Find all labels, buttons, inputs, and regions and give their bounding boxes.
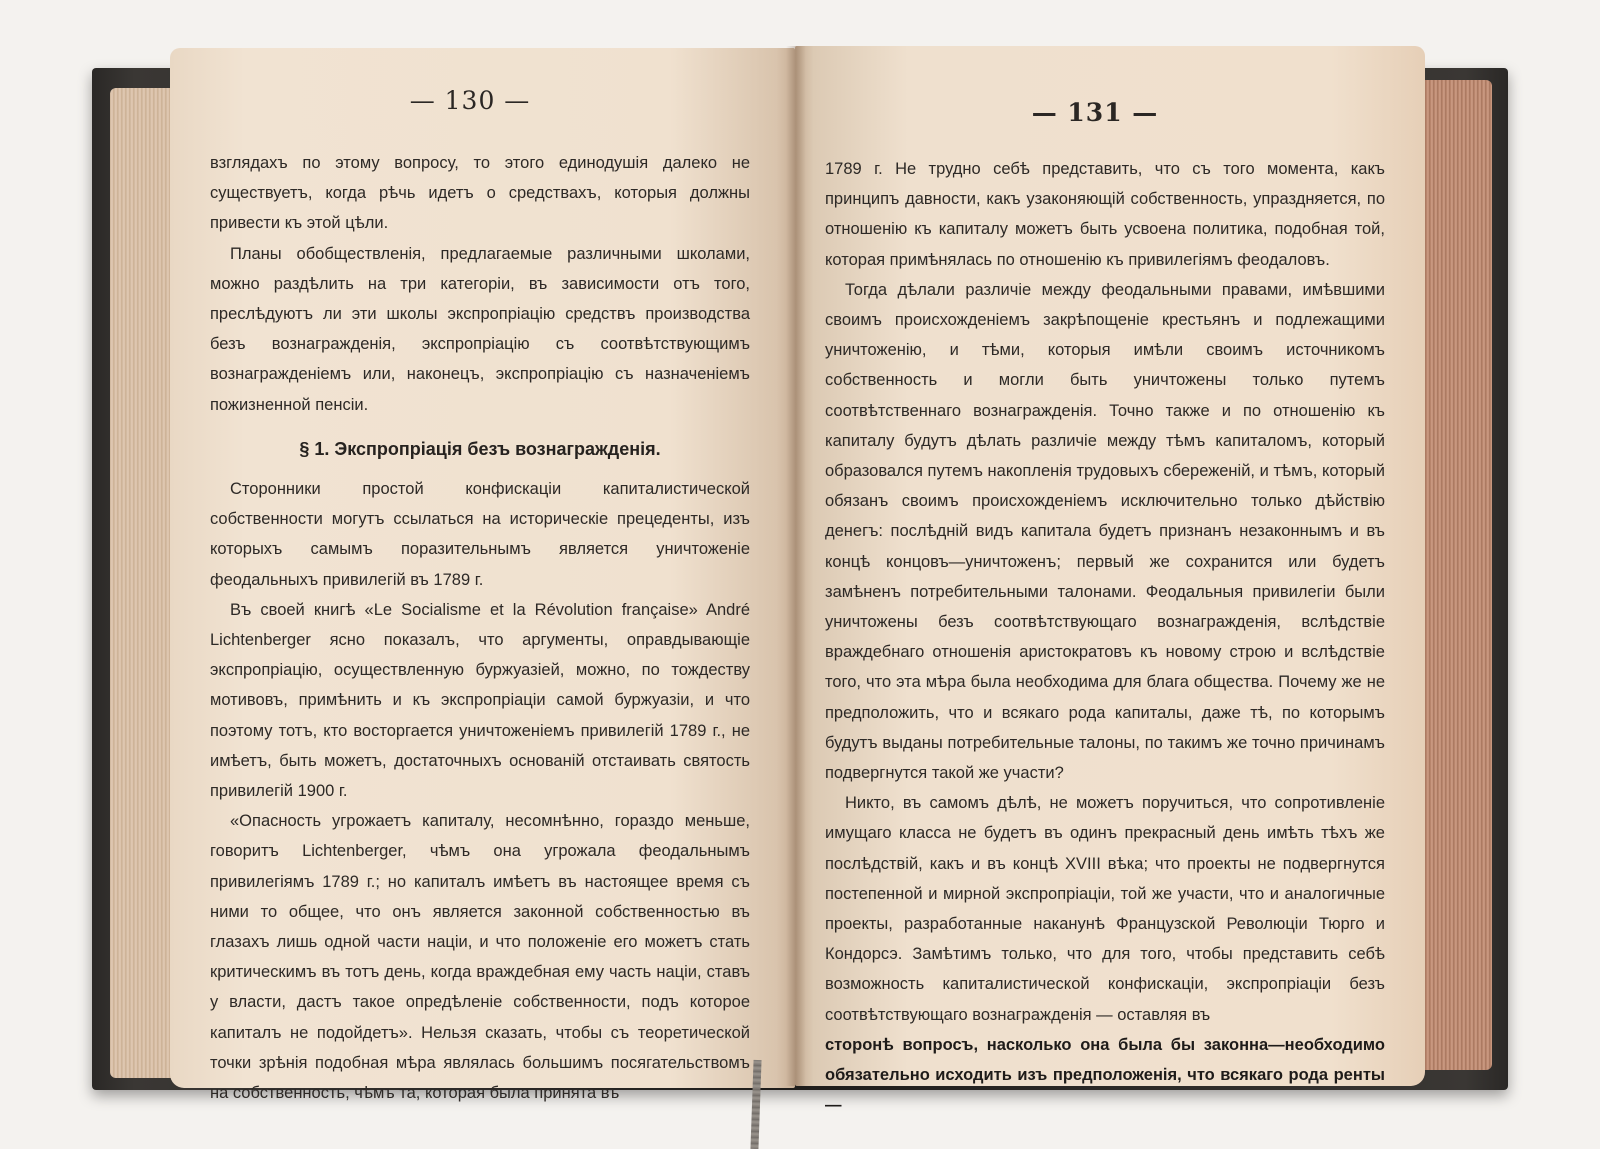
page-number-right: — 131 —: [1031, 98, 1159, 127]
right-page-edges: [1418, 80, 1492, 1070]
left-page-text: [210, 148, 750, 1108]
right-page-text: [825, 154, 1385, 1121]
book-gutter: [786, 46, 806, 1086]
page-number-left: — 130 —: [409, 86, 531, 115]
paragraph: 1789 г. Не трудно себѣ представить, что съ того момента, какъ принципъ давности, какъ узаконяющій собственность, упраздняется, по отношенію къ капиталу можетъ быть усвоена политика, подобная той, которая примѣнялась по отношенію къ привилегіямъ феодаловъ.: [825, 160, 1385, 269]
paragraph: Планы обобществленія, предлагаемые различными школами, можно раздѣлить на три категоріи, въ зависимости отъ того, преслѣдуютъ ли эти школы экспропріацію средствъ производства безъ вознагражденія, экспропріацію съ соотвѣтствующимъ вознагражденіемъ или, наконецъ, экспропріацію съ назначеніемъ пожизненной пенсіи.: [210, 244, 750, 414]
paragraph: Никто, въ самомъ дѣлѣ, не можетъ поручиться, что сопротивленіе имущаго класса не будетъ въ одинъ прекрасный день имѣть тѣхъ же послѣдствій, какъ и въ концѣ XVIII вѣка; что проекты не подвергнутся постепенной и мирной экспропріаціи, той же участи, что и аналогичные проекты, разработанные наканунѣ Французской Революціи Тюрго и Кондорсэ. Замѣтимъ только, что для того, чтобы представить себѣ возможность капиталистической конфискаціи, экспропріаціи безъ соотвѣтствующаго вознагражденія — оставляя въ: [825, 794, 1385, 1024]
paragraph: «Опасность угрожаетъ капиталу, несомнѣнно, гораздо меньше, говоритъ Lichtenberger, чѣмъ она угрожала феодальнымъ привилегіямъ 1789 г.; но капиталъ имѣетъ въ настоящее время съ ними то общее, что онъ является законной собственностью въ глазахъ лишь одной части націи, и что положеніе его можетъ стать критическимъ въ тотъ день, когда враждебная ему часть націи, ставъ у власти, дастъ такое опредѣленіе собственности, подъ которое капиталъ не подойдетъ». Нельзя сказать, чтобы съ теоретической точки зрѣнія подобная мѣра являлась большимъ посягательствомъ на собственность, чѣмъ та, которая была принята въ: [210, 812, 750, 1103]
bookmark-ribbon: [750, 1060, 761, 1149]
paragraph: Тогда дѣлали различіе между феодальными правами, имѣвшими своимъ происхожденіемъ закрѣпощеніе крестьянъ и подлежащими уничтоженію, и тѣми, которыя имѣли своимъ источникомъ собственность и могли быть уничтожены только путемъ соотвѣтственнаго вознагражденія. Точно также и по отношенію къ капиталу будутъ дѣлать различіе между тѣмъ капиталомъ, который образовался путемъ накопленія трудовыхъ сбереженій, и тѣмъ, который обязанъ своимъ происхожденіемъ исключительно только дѣйствію денегъ: послѣдній видъ капитала будетъ признанъ незаконнымъ и въ концѣ концовъ—уничтоженъ; первый же сохранится или будетъ замѣненъ потребительными талонами. Феодальныя привилегіи были уничтожены безъ соотвѣтствующаго вознагражденія, вслѣдствіе враждебнаго отношенія аристократовъ къ новому строю и вслѣдствіе того, что эта мѣра была необходима для блага общества. Почему же не предположить, что и всякаго рода капиталы, даже тѣ, по которымъ будутъ выданы потребительные талоны, по такимъ же точно причинамъ подвергнутся такой же участи?: [825, 280, 1385, 783]
left-page: [170, 48, 795, 1103]
paragraph: Въ своей книгѣ «Le Socialisme et la Révolution française» André Lichtenberger ясно показалъ, что аргументы, оправдывающіе экспропріацію, осуществленную буржуазіей, можно, по тождеству мотивовъ, примѣнить и къ экспропріаціи самой буржуазіи, и что поэтому тотъ, кто восторгается уничтоженіемъ привилегій 1789 г., не имѣетъ, быть можетъ, достаточныхъ основаній отстаивать святость привилегій 1900 г.: [210, 600, 750, 801]
paragraph-bold: сторонѣ вопросъ, насколько она была бы законна—необходимо обязательно исходить изъ предположенія, что всякаго рода ренты —: [825, 1035, 1385, 1115]
section-heading: § 1. Экспропріація безъ вознагражденія.: [299, 438, 661, 459]
paragraph: взглядахъ по этому вопросу, то этого единодушія далеко не существуетъ, когда рѣчь идетъ о средствахъ, которыя должны привести къ этой цѣли.: [210, 154, 750, 233]
right-page: [795, 46, 1425, 1115]
paragraph: Сторонники простой конфискаціи капиталистической собственности могутъ ссылаться на историческіе прецеденты, изъ которыхъ самымъ поразительнымъ является уничтоженіе феодальныхъ привилегій въ 1789 г.: [210, 480, 750, 589]
